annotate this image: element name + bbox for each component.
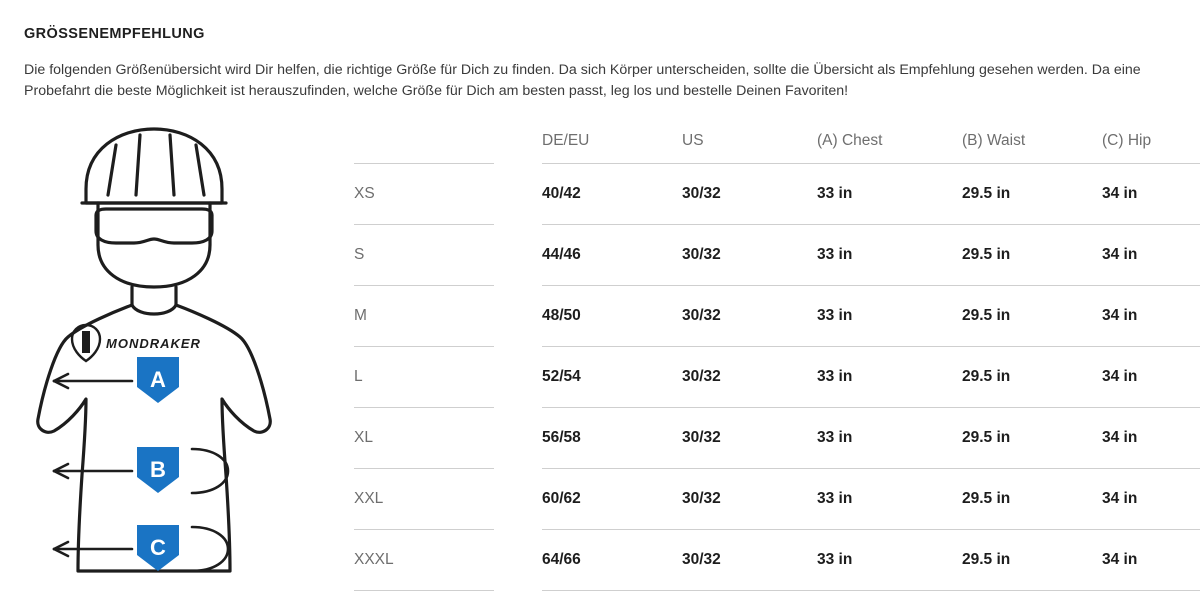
- table-row: [354, 347, 1200, 408]
- table-row: [354, 408, 1200, 469]
- cell-chest: 33 in: [817, 286, 962, 347]
- content-area: [24, 119, 1176, 591]
- marker-a-label: A: [150, 367, 166, 393]
- cell-spacer: [494, 408, 542, 469]
- cell-hip: 34 in: [1102, 408, 1200, 469]
- brand-logo: [72, 325, 201, 361]
- cell-hip: 34 in: [1102, 225, 1200, 286]
- table-row: [354, 286, 1200, 347]
- column-header-us: US: [682, 119, 817, 164]
- waist-tape: [192, 449, 228, 493]
- table-row: [354, 530, 1200, 591]
- size-table-wrapper: [344, 119, 1200, 591]
- cell-chest: 33 in: [817, 225, 962, 286]
- cell-us: 30/32: [682, 286, 817, 347]
- column-header-deeu: DE/EU: [542, 119, 682, 164]
- cell-us: 30/32: [682, 469, 817, 530]
- cell-size: S: [354, 225, 494, 286]
- cell-us: 30/32: [682, 408, 817, 469]
- cell-size: L: [354, 347, 494, 408]
- cell-waist: 29.5 in: [962, 408, 1102, 469]
- cell-deeu: 44/46: [542, 225, 682, 286]
- column-header-size: [354, 119, 494, 164]
- helmet-icon: [86, 129, 222, 203]
- cell-chest: 33 in: [817, 164, 962, 225]
- cell-chest: 33 in: [817, 469, 962, 530]
- brand-name: MONDRAKER: [106, 336, 201, 352]
- column-spacer: [494, 119, 542, 164]
- cell-deeu: 56/58: [542, 408, 682, 469]
- cell-us: 30/32: [682, 530, 817, 591]
- cell-hip: 34 in: [1102, 286, 1200, 347]
- cell-size: XXXL: [354, 530, 494, 591]
- measurement-figure: [24, 119, 344, 589]
- hip-tape: [192, 527, 228, 571]
- cell-chest: 33 in: [817, 408, 962, 469]
- marker-a: [137, 357, 179, 403]
- cell-spacer: [494, 347, 542, 408]
- cell-size: XXL: [354, 469, 494, 530]
- cell-deeu: 64/66: [542, 530, 682, 591]
- marker-b: [137, 447, 179, 493]
- cell-deeu: 60/62: [542, 469, 682, 530]
- cell-size: XL: [354, 408, 494, 469]
- cell-hip: 34 in: [1102, 164, 1200, 225]
- cell-deeu: 48/50: [542, 286, 682, 347]
- intro-text: Die folgenden Größenübersicht wird Dir helfen, die richtige Größe für Dich zu finden. Da sich Körper unterscheiden, sollte die Übersicht als Empfehlung gesehen werden. Da eine Probefahrt die beste Möglichkeit ist herauszufinden, welche Größe für Dich am besten passt, leg los und bestelle Deinen Favoriten!: [24, 62, 1141, 99]
- cell-hip: 34 in: [1102, 469, 1200, 530]
- size-table: [354, 119, 1200, 591]
- cell-deeu: 40/42: [542, 164, 682, 225]
- cell-chest: 33 in: [817, 347, 962, 408]
- cell-hip: 34 in: [1102, 530, 1200, 591]
- column-header-chest: (A) Chest: [817, 119, 962, 164]
- cell-spacer: [494, 225, 542, 286]
- cell-us: 30/32: [682, 347, 817, 408]
- cell-spacer: [494, 286, 542, 347]
- cell-us: 30/32: [682, 225, 817, 286]
- cell-us: 30/32: [682, 164, 817, 225]
- cell-hip: 34 in: [1102, 347, 1200, 408]
- rider-illustration: [24, 119, 344, 589]
- cell-chest: 33 in: [817, 530, 962, 591]
- cell-spacer: [494, 164, 542, 225]
- table-row: [354, 164, 1200, 225]
- cell-deeu: 52/54: [542, 347, 682, 408]
- goggles-icon: [96, 209, 212, 243]
- column-header-waist: (B) Waist: [962, 119, 1102, 164]
- cell-waist: 29.5 in: [962, 164, 1102, 225]
- marker-b-label: B: [150, 457, 166, 483]
- cell-spacer: [494, 530, 542, 591]
- cell-size: XS: [354, 164, 494, 225]
- cell-spacer: [494, 469, 542, 530]
- cell-waist: 29.5 in: [962, 286, 1102, 347]
- marker-c-label: C: [150, 535, 166, 561]
- cell-waist: 29.5 in: [962, 469, 1102, 530]
- column-header-hip: (C) Hip: [1102, 119, 1200, 164]
- table-row: [354, 469, 1200, 530]
- page-title: GRÖSSENEMPFEHLUNG: [24, 26, 205, 42]
- table-header-row: [354, 119, 1200, 164]
- cell-waist: 29.5 in: [962, 225, 1102, 286]
- table-row: [354, 225, 1200, 286]
- cell-waist: 29.5 in: [962, 347, 1102, 408]
- cell-waist: 29.5 in: [962, 530, 1102, 591]
- marker-c: [137, 525, 179, 571]
- cell-size: M: [354, 286, 494, 347]
